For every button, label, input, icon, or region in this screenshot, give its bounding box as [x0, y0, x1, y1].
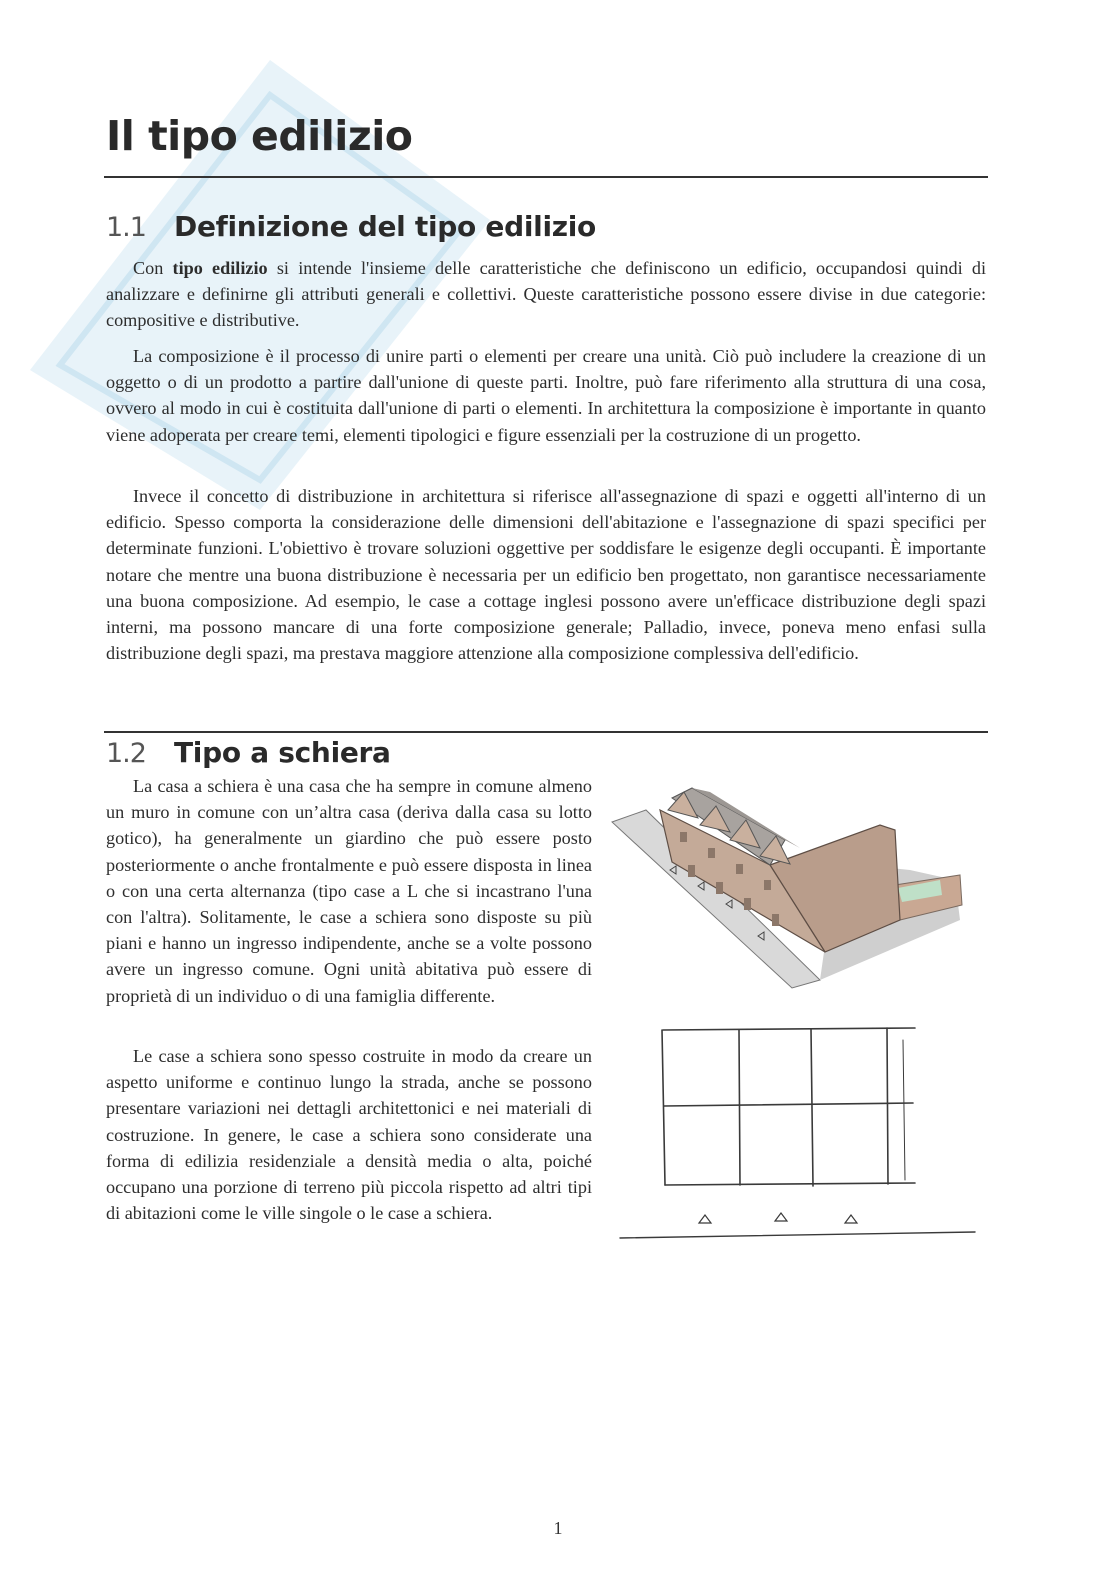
section-heading-1-2: [106, 736, 391, 769]
section-number: 1.2: [106, 738, 146, 769]
bold-term: tipo edilizio: [172, 258, 268, 278]
paragraph: La casa a schiera è una casa che ha sempre in comune almeno un muro in comune con un’altra casa (deriva dalla casa su lotto gotico), ha generalmente un giardino che può essere posto posteriormente o anche frontalmente e può essere disposta in linea o con una certa alternanza (tipo case a L che si incastrano l'una con l'altra). Solitamente, le case a schiera sono disposte su più piani e hanno un ingresso indipendente, anche se a volte possono avere un ingresso comune. Ogni unità abitativa può essere di proprietà di un individuo o di una famiglia differente.: [106, 776, 592, 1006]
paragraph: La composizione è il processo di unire parti o elementi per creare una unità. Ciò può includere la creazione di un oggetto o di un prodotto a partire dall'unione di queste parti. Inoltre, può fare riferimento alla struttura di una cosa, ovvero al modo in cui è costituita dall'unione di parti o elementi. In architettura la composizione è importante in quanto viene adoperata per creare temi, elementi tipologici e figure essenziali per la costruzione di un progetto.: [106, 346, 986, 445]
paragraph-lead: Con: [133, 258, 173, 278]
row-houses-plan-sketch: [615, 1020, 980, 1245]
paragraph: Le case a schiera sono spesso costruite in modo da creare un aspetto uniforme e continuo lungo la strada, anche se possono presentare variazioni nei dettagli architettonici e nei materiali di costruzione. In genere, le case a schiera sono considerate una forma di edilizia residenziale a densità media o alta, poiché occupano una porzione di terreno più piccola rispetto ad altri tipi di abitazioni come le ville singole o le case a schiera.: [106, 1046, 592, 1224]
chapter-title: Il tipo edilizio: [106, 112, 413, 160]
section-heading-1-1: [106, 210, 596, 243]
paragraph: Invece il concetto di distribuzione in architettura si riferisce all'assegnazione di spazi e oggetti all'interno di un edificio. Spesso comporta la considerazione delle dimensioni dell'abitazione e l'assegnazione di spazi specifici per determinate funzioni. L'obiettivo è trovare soluzioni oggettive per soddisfare le esigenze degli occupanti. È importante notare che mentre una buona distribuzione è necessaria per un edificio ben progettato, non garantisce necessariamente una buona composizione. Ad esempio, le case a cottage inglesi possono avere un'efficace distribuzione degli spazi interni, ma possono mancare di una forte composizione generale; Palladio, invece, poneva meno enfasi sulla distribuzione degli spazi, ma prestava maggiore attenzione alla composizione complessiva dell'edificio.: [106, 486, 986, 664]
section-number: 1.1: [106, 212, 146, 243]
section-title: Tipo a schiera: [174, 736, 391, 769]
page-number: 1: [553, 1518, 563, 1538]
paragraph-rest: si intende l'insieme delle caratteristiche che definiscono un edificio, occupandosi quindi di analizzare e definirne gli attributi generali e collettivi. Queste caratteristiche possono essere divise in due categorie: compositive e distributive.: [106, 258, 986, 331]
row-houses-illustration: [610, 770, 970, 990]
paragraph: [106, 255, 986, 334]
chapter-rule: [104, 176, 988, 178]
section-title: Definizione del tipo edilizio: [174, 210, 596, 243]
section-rule: [104, 731, 988, 733]
